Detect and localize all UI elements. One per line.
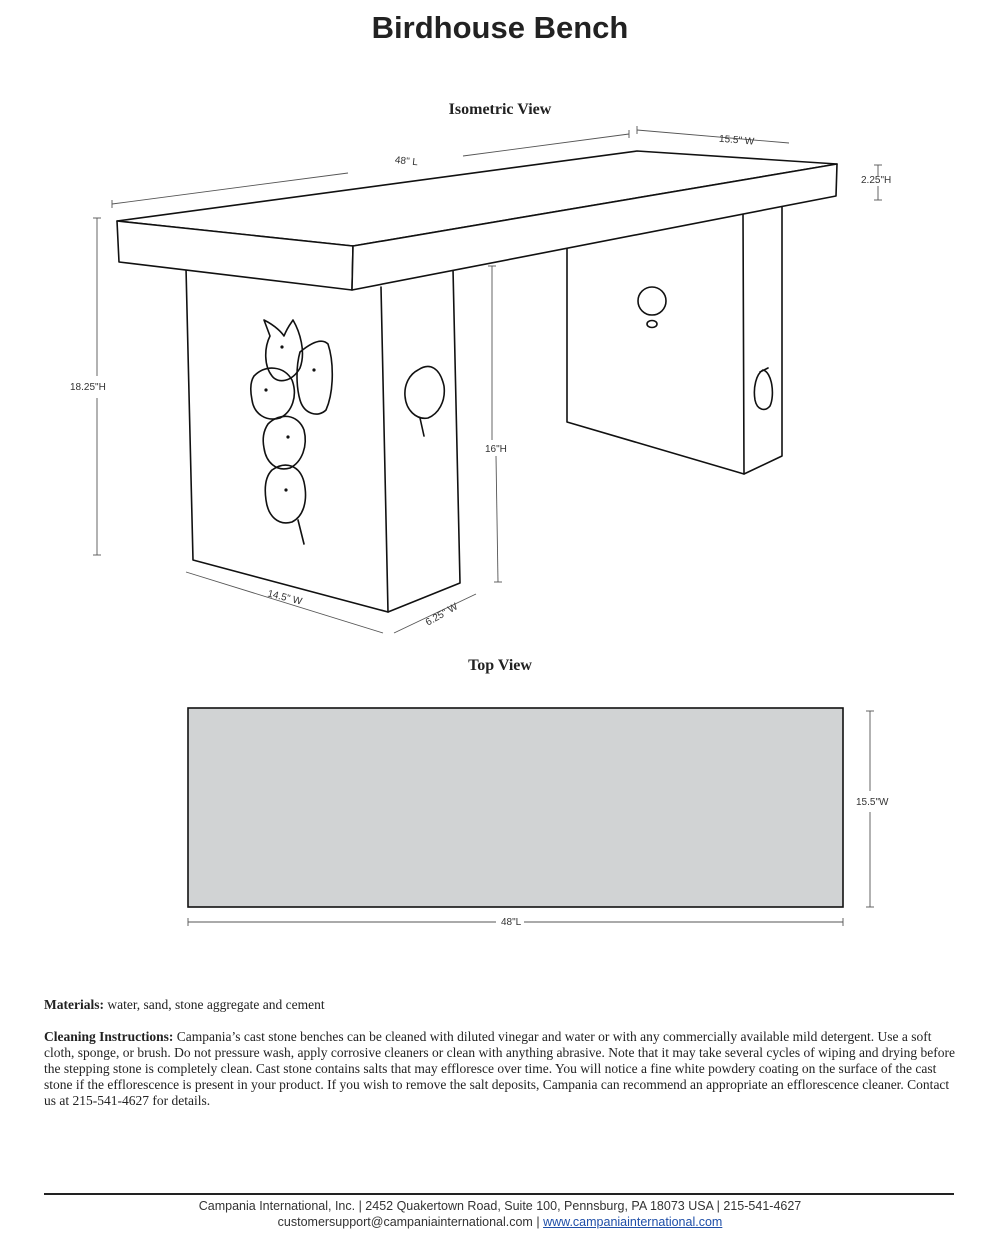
footer-separator: | (536, 1215, 540, 1229)
right-leg-outline (567, 204, 782, 474)
birdhouse-hole-icon (638, 287, 666, 315)
footer-website-link[interactable]: www.campaniainternational.com (543, 1215, 723, 1229)
cleaning-label: Cleaning Instructions: (44, 1029, 174, 1044)
dim-leg-depth: 6.25" W (423, 601, 460, 629)
dim-seat-height: 2.25"H (861, 175, 892, 186)
top-view-illustration (188, 708, 889, 928)
side-bird-icon (754, 368, 772, 409)
top-view-slab (188, 708, 843, 907)
bench-isometric-illustration (70, 126, 891, 633)
dim-leg-height: 16"H (485, 444, 507, 455)
left-leg-side-bird-icon (405, 367, 444, 436)
footer-email[interactable]: customersupport@campaniainternational.com (277, 1215, 533, 1229)
footer-contact-line (0, 1215, 1000, 1229)
perch-icon (647, 321, 657, 328)
dim-width-top: 15.5" W (718, 133, 755, 148)
materials-text: water, sand, stone aggregate and cement (107, 997, 325, 1012)
cleaning-paragraph (44, 1029, 956, 1109)
top-dim-width: 15.5"W (856, 797, 889, 808)
bird-cluster-icon (251, 320, 333, 544)
right-leg-edge (743, 212, 744, 474)
left-leg-front-face (186, 268, 388, 612)
dim-length: 48" L (394, 154, 419, 169)
top-view-heading: Top View (468, 657, 532, 674)
materials-paragraph (44, 997, 956, 1013)
footer-divider (44, 1193, 954, 1195)
dim-leg-width: 14.5" W (266, 588, 304, 608)
top-dim-length: 48"L (501, 917, 522, 928)
isometric-view-heading: Isometric View (448, 101, 552, 118)
page-title: Birdhouse Bench (371, 10, 629, 45)
left-leg-side-face (388, 269, 460, 612)
materials-label: Materials: (44, 997, 104, 1012)
cleaning-text: Campania’s cast stone benches can be cleaned with diluted vinegar and water or with any commercially available mild detergent. Use a soft cloth, sponge, or brush. Do not pressure wash, apply corrosive cleaners or clean with anything abrasive. Note that it may take several cycles of wiping and drying before the stepping stone is completely clean. Cast stone contains salts that may effloresce over time. You will notice a fine white powdery coating on the surface of the cast stone if the efflorescence is present in your product. If you wish to remove the salt deposits, Campania can recommend an appropriate an efflorescence cleaner. Contact us at 215-541-4627 for details. (44, 1029, 955, 1108)
dim-total-height: 18.25"H (70, 382, 106, 393)
footer-address: Campania International, Inc. | 2452 Quakertown Road, Suite 100, Pennsburg, PA 18073 USA | 215-541-4627 (198, 1199, 802, 1213)
